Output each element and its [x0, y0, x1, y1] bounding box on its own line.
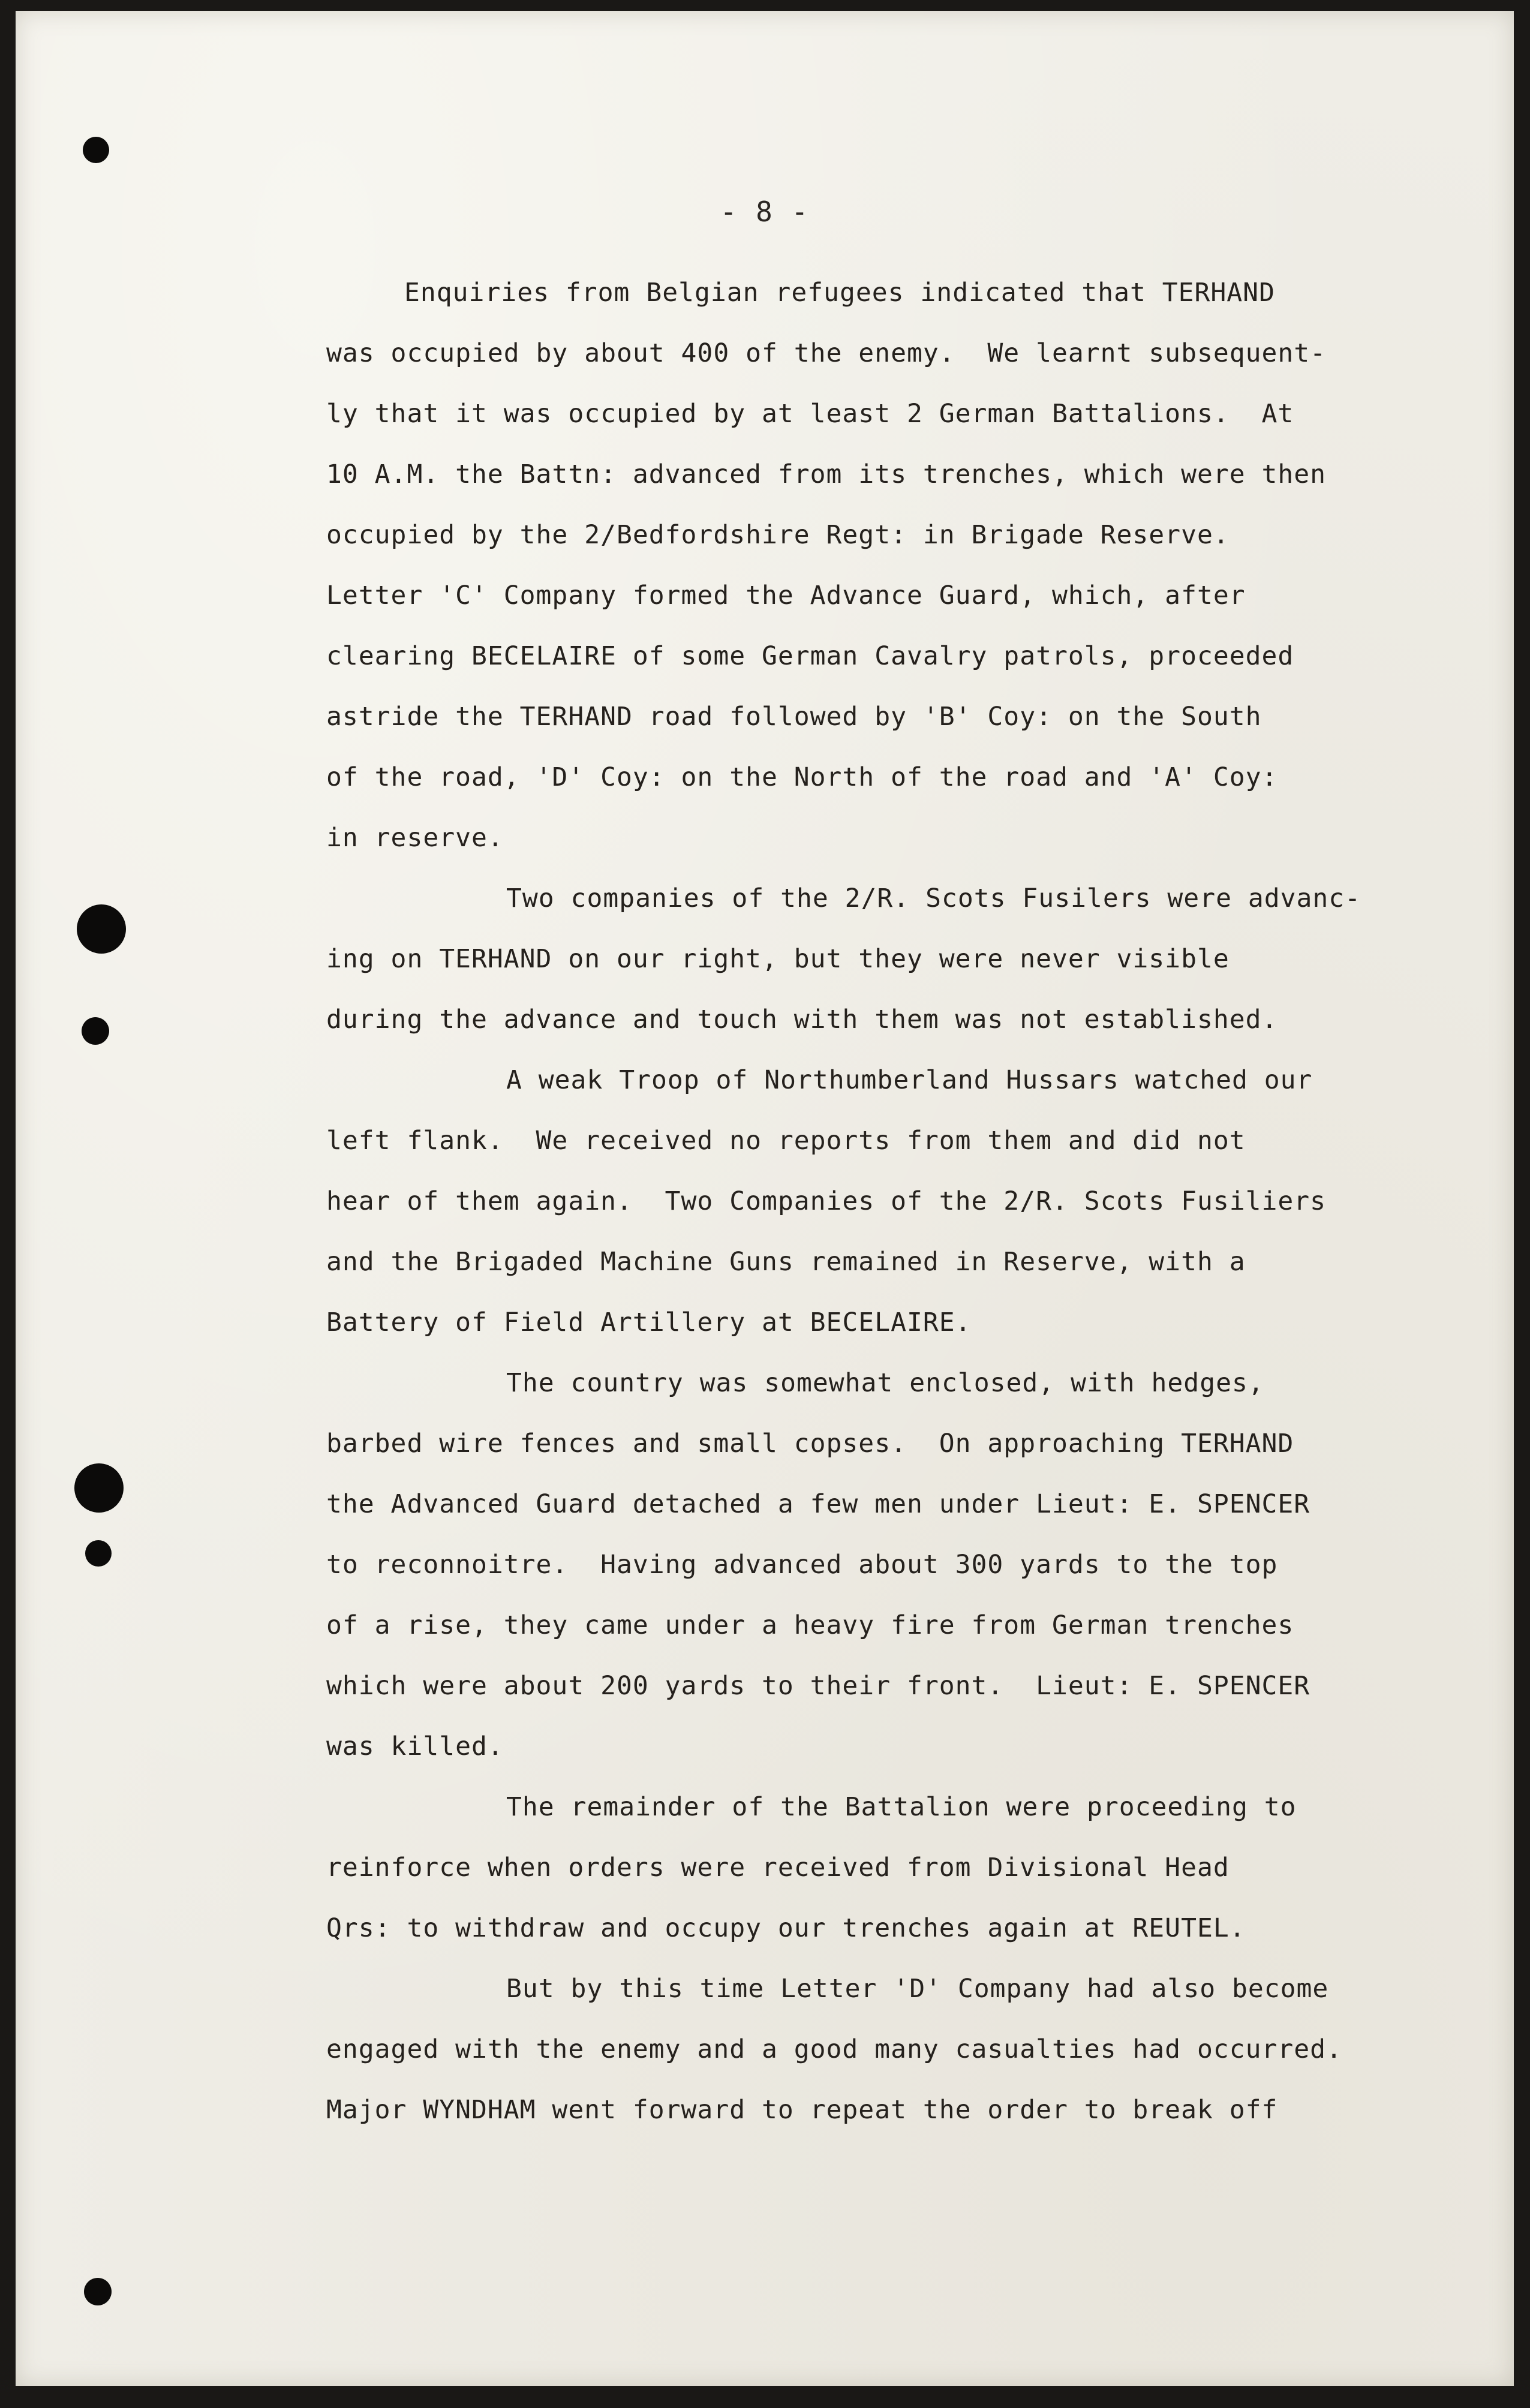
text-line: Major WYNDHAM went forward to repeat the order to break off — [326, 2095, 1278, 2125]
text-line: astride the TERHAND road followed by 'B' Coy: on the South — [326, 702, 1262, 732]
text-line: Battery of Field Artillery at BECELAIRE. — [326, 1307, 972, 1337]
text-line: reinforce when orders were received from Divisional Head — [326, 1853, 1230, 1883]
punch-hole — [74, 1463, 124, 1513]
text-line: The country was somewhat enclosed, with hedges, — [506, 1368, 1264, 1398]
text-line: which were about 200 yards to their front. Lieut: E. SPENCER — [326, 1671, 1310, 1701]
punch-hole — [82, 1017, 109, 1045]
typewritten-body — [326, 263, 1478, 2141]
text-line: and the Brigaded Machine Guns remained in Reserve, with a — [326, 1247, 1246, 1277]
text-line: the Advanced Guard detached a few men under Lieut: E. SPENCER — [326, 1489, 1310, 1519]
text-line: in reserve. — [326, 823, 504, 853]
text-line: occupied by the 2/Bedfordshire Regt: in Brigade Reserve. — [326, 520, 1230, 550]
text-line: of the road, 'D' Coy: on the North of the road and 'A' Coy: — [326, 762, 1278, 792]
text-line: clearing BECELAIRE of some German Cavalry patrols, proceeded — [326, 641, 1294, 671]
page-number: - 8 - — [720, 196, 810, 228]
text-line: was occupied by about 400 of the enemy. We learnt subsequent- — [326, 338, 1327, 368]
punch-hole — [84, 2278, 112, 2305]
text-line: Qrs: to withdraw and occupy our trenches again at REUTEL. — [326, 1913, 1246, 1943]
text-line: barbed wire fences and small copses. On approaching TERHAND — [326, 1429, 1294, 1459]
document-page — [16, 11, 1514, 2386]
punch-hole — [83, 137, 109, 163]
text-line: The remainder of the Battalion were proceeding to — [506, 1792, 1297, 1822]
text-line: ing on TERHAND on our right, but they were never visible — [326, 944, 1230, 974]
text-line: 10 A.M. the Battn: advanced from its trenches, which were then — [326, 459, 1327, 489]
text-line: to reconnoitre. Having advanced about 300 yards to the top — [326, 1550, 1278, 1580]
text-line: of a rise, they came under a heavy fire from German trenches — [326, 1610, 1294, 1640]
text-line: during the advance and touch with them was not established. — [326, 1005, 1278, 1035]
text-line: ly that it was occupied by at least 2 German Battalions. At — [326, 399, 1294, 429]
punch-hole — [85, 1540, 112, 1567]
text-line: But by this time Letter 'D' Company had also become — [506, 1974, 1329, 2004]
text-line: engaged with the enemy and a good many casualties had occurred. — [326, 2034, 1342, 2064]
text-line: Two companies of the 2/R. Scots Fusilers were advanc- — [506, 883, 1361, 913]
text-line: hear of them again. Two Companies of the 2/R. Scots Fusiliers — [326, 1186, 1327, 1216]
text-line: Letter 'C' Company formed the Advance Guard, which, after — [326, 581, 1246, 611]
text-line: was killed. — [326, 1731, 504, 1761]
text-line: left flank. We received no reports from them and did not — [326, 1126, 1246, 1156]
text-line: A weak Troop of Northumberland Hussars watched our — [506, 1065, 1313, 1095]
punch-hole — [77, 904, 126, 954]
text-line: Enquiries from Belgian refugees indicated that TERHAND — [404, 278, 1275, 308]
